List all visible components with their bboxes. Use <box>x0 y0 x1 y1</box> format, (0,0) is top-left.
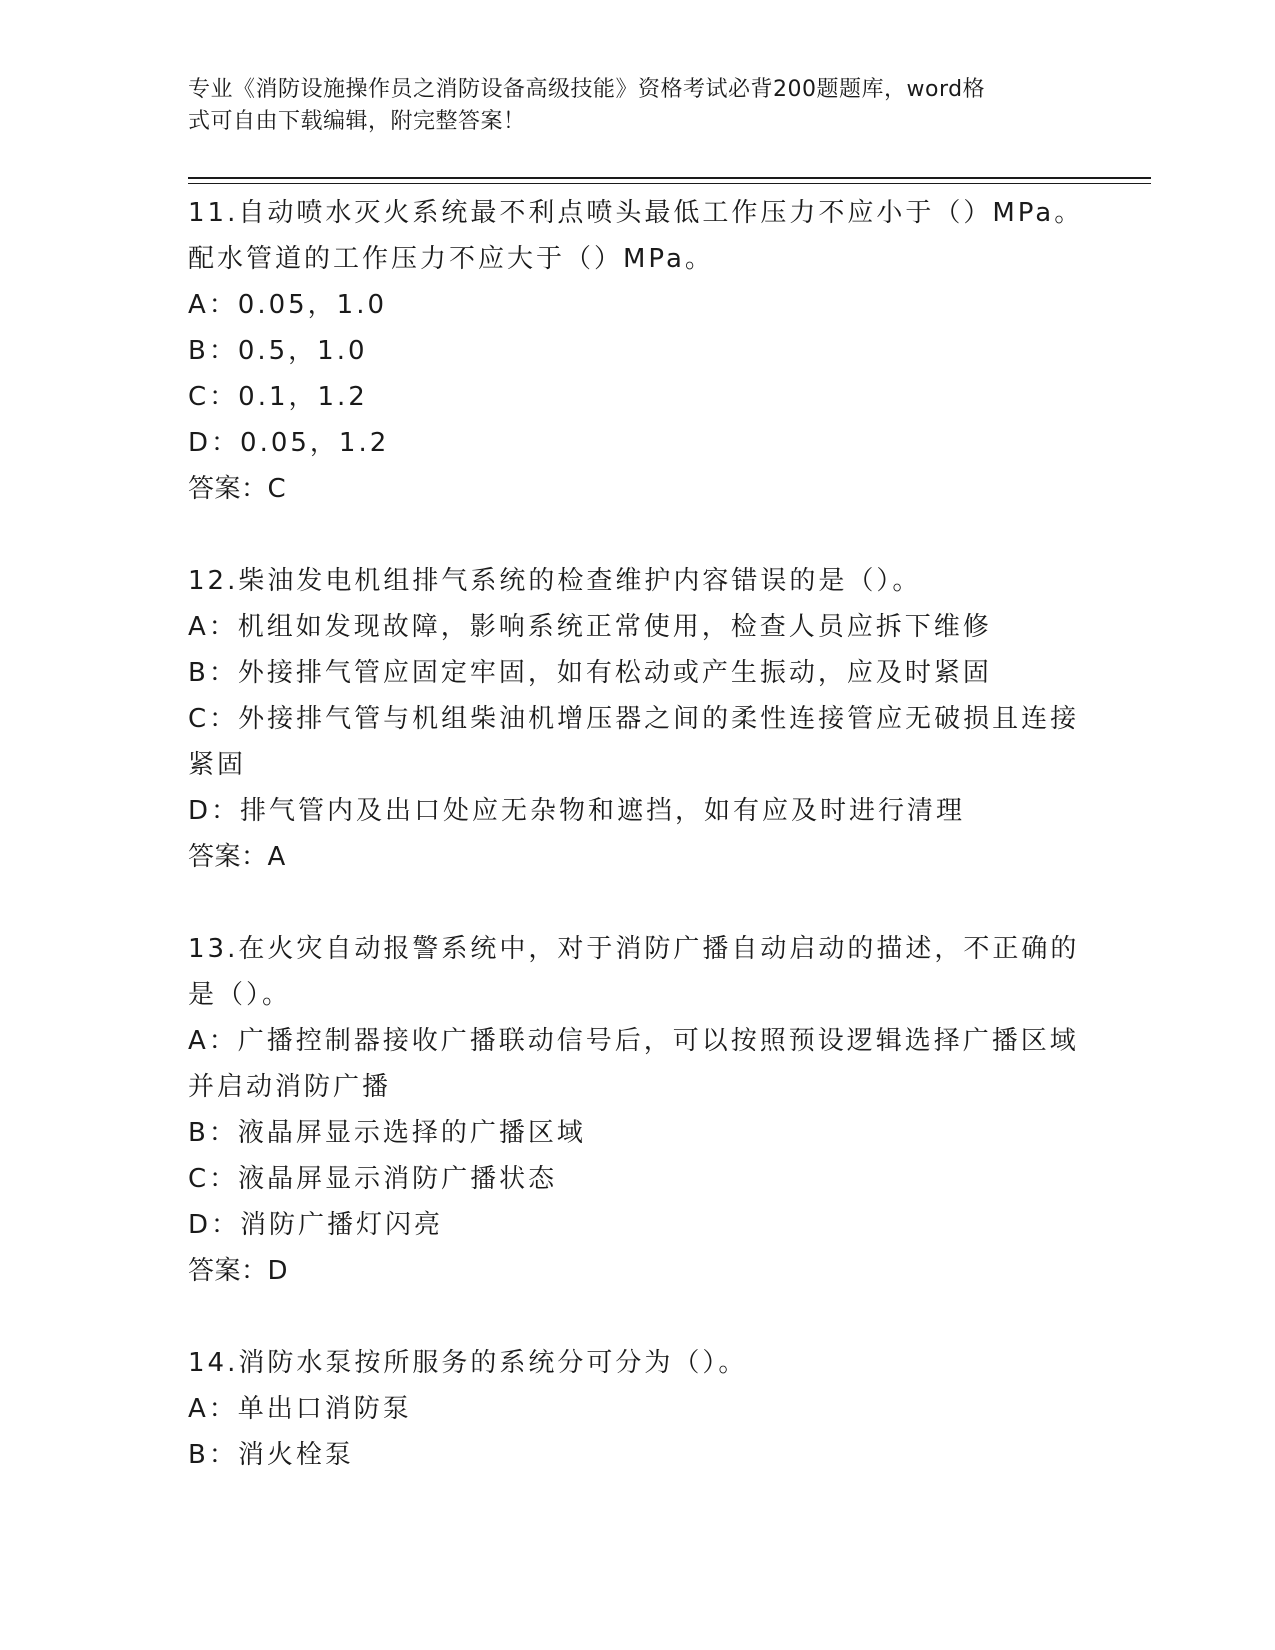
question-stem: 配水管道的工作压力不应大于（）MPa。 <box>188 244 714 274</box>
option-a: A：广播控制器接收广播联动信号后，可以按照预设逻辑选择广播区域 <box>188 1026 1079 1056</box>
question-stem: 13.在火灾自动报警系统中，对于消防广播自动启动的描述，不正确的 <box>188 934 1080 964</box>
question-list <box>188 190 1084 1478</box>
question-stem: 14.消防水泵按所服务的系统分可分为（）。 <box>188 1348 748 1378</box>
option-c: C：外接排气管与机组柴油机增压器之间的柔性连接管应无破损且连接 <box>188 704 1080 734</box>
option-b: B：外接排气管应固定牢固，如有松动或产生振动，应及时紧固 <box>188 658 992 688</box>
question-13 <box>188 926 1078 1294</box>
question-stem: 12.柴油发电机组排气系统的检查维护内容错误的是（）。 <box>188 566 922 596</box>
answer: 答案：A <box>188 842 286 872</box>
header-line-2: 式可自由下载编辑，附完整答案！ <box>188 109 526 134</box>
question-stem: 是（）。 <box>188 980 292 1010</box>
option-a: A：单出口消防泵 <box>188 1394 412 1424</box>
header-divider-thin <box>188 183 1151 184</box>
answer: 答案：C <box>188 474 287 504</box>
option-a-continued: 并启动消防广播 <box>188 1072 392 1102</box>
option-b: B：液晶屏显示选择的广播区域 <box>188 1118 586 1148</box>
option-c-continued: 紧固 <box>188 750 247 780</box>
question-12 <box>188 558 1078 880</box>
document-header <box>188 74 1068 138</box>
option-a: A：机组如发现故障，影响系统正常使用，检查人员应拆下维修 <box>188 612 992 642</box>
option-d: D：排气管内及出口处应无杂物和遮挡，如有应及时进行清理 <box>188 796 966 826</box>
header-line-1: 专业《消防设施操作员之消防设备高级技能》资格考试必背200题题库，word格 <box>188 77 986 102</box>
question-stem: 11.自动喷水灭火系统最不利点喷头最低工作压力不应小于（）MPa。 <box>188 198 1084 228</box>
question-14 <box>188 1340 1078 1478</box>
option-c: C：0.1，1.2 <box>188 382 368 412</box>
option-d: D：消防广播灯闪亮 <box>188 1210 444 1240</box>
option-c: C：液晶屏显示消防广播状态 <box>188 1164 558 1194</box>
question-11 <box>188 190 1084 512</box>
header-divider-thick <box>188 177 1151 179</box>
option-b: B：消火栓泵 <box>188 1440 354 1470</box>
option-d: D：0.05，1.2 <box>188 428 390 458</box>
option-a: A：0.05，1.0 <box>188 290 388 320</box>
option-b: B：0.5，1.0 <box>188 336 368 366</box>
answer: 答案：D <box>188 1256 289 1286</box>
